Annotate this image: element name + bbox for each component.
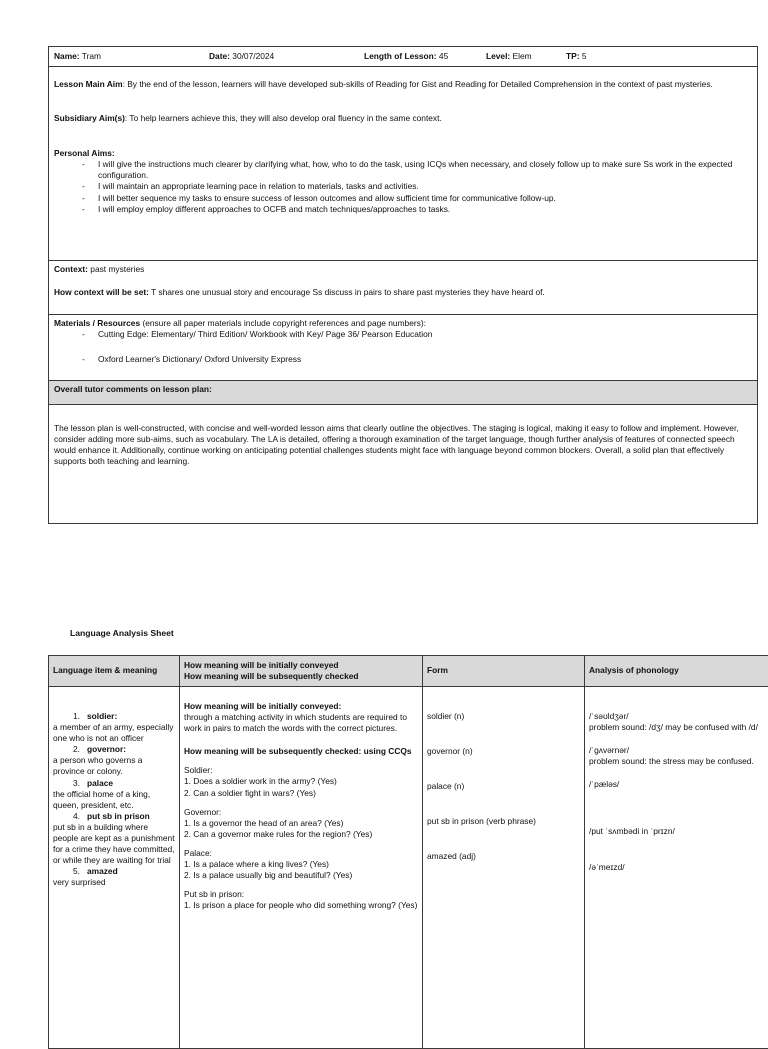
context-text: Context: past mysteries <box>54 264 752 275</box>
context-section <box>49 261 757 315</box>
lesson-plan-table <box>48 46 758 524</box>
language-analysis-table <box>48 655 768 1049</box>
lesson-header-row <box>49 47 757 67</box>
ccq-group: Soldier: 1. Does a soldier work in the army? (Yes) 2. Can a soldier fight in wars? (Yes) <box>184 765 418 798</box>
phonology-item: /ˈɡʌvərnər/ problem sound: the stress may be confused. <box>589 745 768 767</box>
language-item: 4. put sb in prison put sb in a building where people are kept as a punishment for a crime they have committed, or while they are waiting for trial <box>53 811 175 866</box>
form-item: amazed (adj) <box>427 851 580 862</box>
main-aim: Lesson Main Aim: By the end of the lesson, learners will have developed sub-skills of Reading for Gist and Reading for Detailed Comprehension in the context of past mysteries. <box>54 79 752 90</box>
personal-aim-item: - I will better sequence my tasks to ensure success of lesson outcomes and allow sufficient time for communicative follow-up. <box>86 193 752 204</box>
context-setting: How context will be set: T shares one unusual story and encourage Ss discuss in pairs to share past mysteries they have heard of. <box>54 287 752 298</box>
materials-list <box>54 329 752 365</box>
ccq-group: Palace: 1. Is a palace where a king lives? (Yes) 2. Is a palace usually big and beautiful? (Yes) <box>184 848 418 881</box>
language-analysis-title: Language Analysis Sheet <box>70 628 174 639</box>
material-item: - Oxford Learner's Dictionary/ Oxford University Express <box>86 354 752 365</box>
subsidiary-aim: Subsidiary Aim(s): To help learners achieve this, they will also develop oral fluency in the same context. <box>54 113 752 124</box>
personal-aim-item: - I will maintain an appropriate learning pace in relation to materials, tasks and activities. <box>86 181 752 192</box>
length-field: Length of Lesson: 45 <box>364 51 486 62</box>
phonology-cell <box>585 687 768 1049</box>
language-item: 3. palace the official home of a king, queen, president, etc. <box>53 778 175 811</box>
material-item: - Cutting Edge: Elementary/ Third Edition/ Workbook with Key/ Page 36/ Pearson Education <box>86 329 752 340</box>
meaning-cell <box>180 687 423 1049</box>
language-item: 1. soldier: a member of an army, especially one who is not an officer <box>53 711 175 744</box>
tp-field: TP: 5 <box>566 51 587 62</box>
language-item: 2. governor: a person who governs a province or colony. <box>53 744 175 777</box>
phonology-item: /ˈpæləs/ <box>589 779 768 790</box>
name-field: Name: Tram <box>54 51 209 62</box>
tutor-comments-text: The lesson plan is well-constructed, with concise and well-worded lesson aims that clearly outline the objectives. The staging is logical, making it easy to follow and implement. However, consider adding more sub-aims, such as vocabulary. The LA is detailed, offering a thorough examination of the target language, though further analysis of features of connected speech would enhance it. Additionally, continue working on anticipating potential challenges students might face with language beyond common blockers. Overall, a solid plan that effectively supports both teaching and learning. <box>54 423 752 467</box>
form-item: put sb in prison (verb phrase) <box>427 816 580 827</box>
form-item: palace (n) <box>427 781 580 792</box>
col-header-form: Form <box>423 656 585 687</box>
tutor-comments-body <box>49 405 757 523</box>
form-cell <box>423 687 585 1049</box>
personal-aim-item: - I will employ employ different approaches to OCFB and match techniques/approaches to tasks. <box>86 204 752 215</box>
level-field: Level: Elem <box>486 51 566 62</box>
personal-aims-label: Personal Aims: <box>54 148 752 159</box>
phonology-item: /ˈsəʊldʒər/ problem sound: /dʒ/ may be confused with /d/ <box>589 711 768 733</box>
language-items-cell <box>49 687 180 1049</box>
personal-aim-item: - I will give the instructions much clearer by clarifying what, how, who to do the task, using ICQs when necessary, and closely follow up to make sure Ss work in the expected configuration. <box>86 159 752 181</box>
personal-aims-list <box>54 159 752 214</box>
date-field: Date: 30/07/2024 <box>209 51 364 62</box>
ccq-group: Governor: 1. Is a governor the head of an area? (Yes) 2. Can a governor make rules for the region? (Yes) <box>184 807 418 840</box>
phonology-item: /əˈmeɪzd/ <box>589 862 768 873</box>
form-item: soldier (n) <box>427 711 580 722</box>
col-header-phonology: Analysis of phonology <box>585 656 768 687</box>
form-item: governor (n) <box>427 746 580 757</box>
phonology-item: /put ˈsʌmbədi in ˈprɪzn/ <box>589 826 768 837</box>
materials-section <box>49 315 757 381</box>
language-item: 5. amazed very surprised <box>53 866 175 888</box>
conveyed-label: How meaning will be initially conveyed: <box>184 701 418 712</box>
col-header-language-item: Language item & meaning <box>49 656 180 687</box>
checked-label: How meaning will be subsequently checked: using CCQs <box>184 746 418 757</box>
la-header-row <box>49 656 768 687</box>
col-header-meaning: How meaning will be initially conveyed How meaning will be subsequently checked <box>180 656 423 687</box>
la-body-row <box>49 687 768 1049</box>
conveyed-text: through a matching activity in which students are required to work in pairs to match the words with the correct pictures. <box>184 712 418 734</box>
tutor-comments-heading: Overall tutor comments on lesson plan: <box>49 381 757 405</box>
ccq-group: Put sb in prison: 1. Is prison a place for people who did something wrong? (Yes) <box>184 889 418 911</box>
materials-heading: Materials / Resources (ensure all paper materials include copyright references and page numbers): <box>54 318 752 329</box>
aims-section <box>49 67 757 261</box>
